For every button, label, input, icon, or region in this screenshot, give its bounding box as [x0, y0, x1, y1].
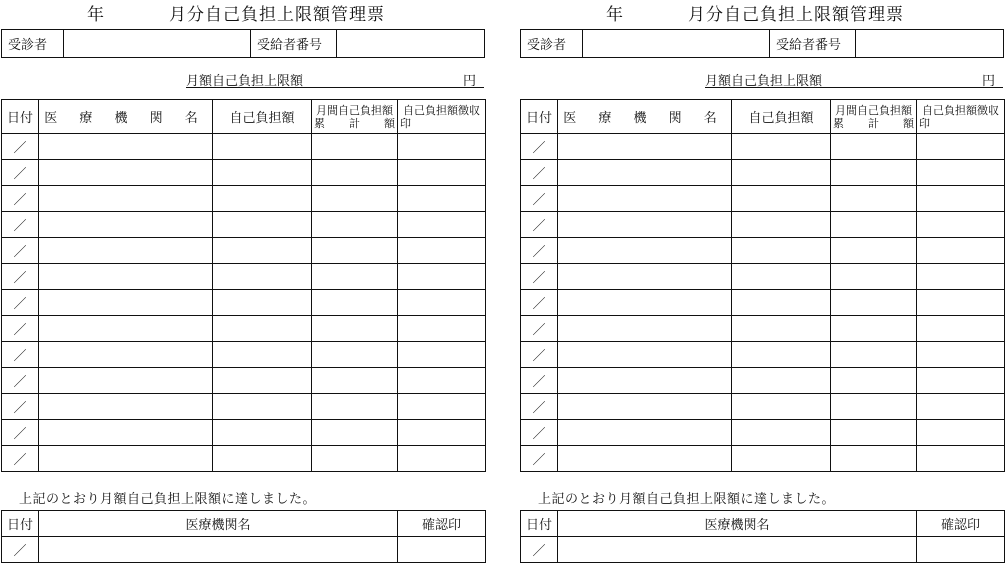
- table-row: [2, 446, 486, 472]
- date-cell[interactable]: ／: [2, 394, 39, 420]
- institution-cell[interactable]: [39, 394, 213, 420]
- institution-cell[interactable]: [39, 212, 213, 238]
- table-row: [2, 134, 486, 160]
- confirm-header-date: 日付: [521, 511, 558, 537]
- monthly-limit-label: 月額自己負担上限額: [705, 74, 823, 89]
- institution-cell[interactable]: [39, 134, 213, 160]
- seal-cell[interactable]: [398, 134, 486, 160]
- header-date: 日付: [2, 100, 39, 134]
- seal-cell[interactable]: [398, 368, 486, 394]
- cumulative-cell[interactable]: [831, 290, 917, 316]
- table-row: [521, 212, 1005, 238]
- institution-cell[interactable]: [558, 264, 732, 290]
- monthly-limit-label: 月額自己負担上限額: [186, 74, 304, 89]
- seal-cell[interactable]: [917, 212, 1005, 238]
- institution-cell[interactable]: [558, 368, 732, 394]
- table-row: [2, 160, 486, 186]
- copay-cell[interactable]: [732, 420, 831, 446]
- cumulative-cell[interactable]: [312, 212, 398, 238]
- date-cell[interactable]: ／: [2, 420, 39, 446]
- form-title: [520, 0, 1004, 24]
- seal-cell[interactable]: [917, 394, 1005, 420]
- seal-cell[interactable]: [398, 342, 486, 368]
- confirm-header-seal: 確認印: [917, 511, 1005, 537]
- table-row: [521, 394, 1005, 420]
- header-seal: 自己負担額徴収印: [917, 100, 1005, 134]
- header-institution: 医 療 機 関 名: [39, 100, 213, 134]
- cumulative-cell[interactable]: [312, 290, 398, 316]
- cumulative-cell[interactable]: [831, 420, 917, 446]
- date-cell[interactable]: ／: [2, 316, 39, 342]
- recipient-number-field[interactable]: [337, 30, 484, 57]
- date-cell[interactable]: ／: [2, 186, 39, 212]
- cumulative-cell[interactable]: [312, 264, 398, 290]
- date-cell[interactable]: ／: [2, 446, 39, 472]
- institution-cell[interactable]: [558, 212, 732, 238]
- date-cell[interactable]: ／: [521, 290, 558, 316]
- date-cell[interactable]: ／: [521, 238, 558, 264]
- seal-cell[interactable]: [398, 290, 486, 316]
- table-row: [2, 316, 486, 342]
- table-row: [521, 264, 1005, 290]
- cumulative-cell[interactable]: [312, 394, 398, 420]
- cumulative-cell[interactable]: [831, 446, 917, 472]
- monthly-limit-line[interactable]: [705, 70, 1003, 88]
- table-row: [521, 420, 1005, 446]
- copay-cell[interactable]: [732, 264, 831, 290]
- table-row: [521, 316, 1005, 342]
- copay-cell[interactable]: [732, 134, 831, 160]
- table-row: [2, 420, 486, 446]
- title-year: 年: [606, 5, 624, 25]
- cumulative-cell[interactable]: [831, 238, 917, 264]
- cumulative-cell[interactable]: [831, 186, 917, 212]
- date-cell[interactable]: ／: [521, 368, 558, 394]
- copay-cell[interactable]: [213, 134, 312, 160]
- copay-cell[interactable]: [732, 342, 831, 368]
- limit-reached-text: 上記のとおり月額自己負担上限額に達しました。: [538, 492, 836, 507]
- confirm-seal-cell[interactable]: [917, 537, 1005, 563]
- institution-cell[interactable]: [39, 420, 213, 446]
- copay-cell[interactable]: [213, 290, 312, 316]
- copay-cell[interactable]: [732, 290, 831, 316]
- copay-rows: [521, 134, 1005, 472]
- management-form-right: [520, 0, 1004, 563]
- date-cell[interactable]: ／: [2, 290, 39, 316]
- seal-cell[interactable]: [398, 212, 486, 238]
- copay-cell[interactable]: [213, 316, 312, 342]
- cumulative-cell[interactable]: [831, 212, 917, 238]
- header-seal: 自己負担額徴収印: [398, 100, 486, 134]
- date-cell[interactable]: ／: [2, 212, 39, 238]
- institution-cell[interactable]: [558, 394, 732, 420]
- copay-cell[interactable]: [732, 160, 831, 186]
- cumulative-cell[interactable]: [831, 394, 917, 420]
- copay-cell[interactable]: [213, 212, 312, 238]
- date-cell[interactable]: ／: [521, 264, 558, 290]
- recipient-info-row: [1, 29, 485, 58]
- table-row: [2, 342, 486, 368]
- table-row: [2, 212, 486, 238]
- cumulative-cell[interactable]: [312, 446, 398, 472]
- seal-cell[interactable]: [398, 160, 486, 186]
- copay-cell[interactable]: [213, 446, 312, 472]
- confirm-date-cell[interactable]: ／: [521, 537, 558, 563]
- title-main: 月分自己負担上限額管理票: [169, 5, 385, 25]
- seal-cell[interactable]: [917, 368, 1005, 394]
- seal-cell[interactable]: [917, 316, 1005, 342]
- cumulative-cell[interactable]: [312, 238, 398, 264]
- table-row: [2, 238, 486, 264]
- confirm-institution-cell[interactable]: [558, 537, 917, 563]
- date-cell[interactable]: ／: [521, 134, 558, 160]
- cumulative-cell[interactable]: [831, 160, 917, 186]
- institution-cell[interactable]: [39, 264, 213, 290]
- table-row: [521, 160, 1005, 186]
- seal-cell[interactable]: [917, 264, 1005, 290]
- cumulative-cell[interactable]: [831, 264, 917, 290]
- table-row: [521, 290, 1005, 316]
- confirm-header-date: 日付: [2, 511, 39, 537]
- cumulative-cell[interactable]: [312, 186, 398, 212]
- institution-cell[interactable]: [558, 238, 732, 264]
- confirm-header-seal: 確認印: [398, 511, 486, 537]
- table-row: [521, 446, 1005, 472]
- seal-cell[interactable]: [917, 446, 1005, 472]
- institution-cell[interactable]: [558, 160, 732, 186]
- institution-cell[interactable]: [39, 186, 213, 212]
- table-row: [2, 264, 486, 290]
- recipient-number-label: 受給者番号: [770, 30, 856, 57]
- copay-cell[interactable]: [213, 342, 312, 368]
- seal-cell[interactable]: [398, 446, 486, 472]
- cumulative-cell[interactable]: [831, 342, 917, 368]
- seal-cell[interactable]: [398, 420, 486, 446]
- copay-cell[interactable]: [213, 238, 312, 264]
- institution-cell[interactable]: [39, 368, 213, 394]
- institution-cell[interactable]: [558, 420, 732, 446]
- date-cell[interactable]: ／: [2, 238, 39, 264]
- cumulative-cell[interactable]: [312, 316, 398, 342]
- date-cell[interactable]: ／: [521, 446, 558, 472]
- copay-cell[interactable]: [732, 446, 831, 472]
- date-cell[interactable]: ／: [521, 394, 558, 420]
- seal-cell[interactable]: [398, 264, 486, 290]
- institution-cell[interactable]: [39, 238, 213, 264]
- copay-cell[interactable]: [732, 368, 831, 394]
- date-cell[interactable]: ／: [521, 212, 558, 238]
- seal-cell[interactable]: [398, 238, 486, 264]
- date-cell[interactable]: ／: [521, 316, 558, 342]
- date-cell[interactable]: ／: [521, 160, 558, 186]
- copay-cell[interactable]: [213, 186, 312, 212]
- cumulative-cell[interactable]: [312, 368, 398, 394]
- cumulative-cell[interactable]: [831, 134, 917, 160]
- cumulative-cell[interactable]: [312, 160, 398, 186]
- seal-cell[interactable]: [917, 134, 1005, 160]
- date-cell[interactable]: ／: [2, 342, 39, 368]
- table-row: [521, 186, 1005, 212]
- seal-cell[interactable]: [398, 394, 486, 420]
- copay-cell[interactable]: [732, 212, 831, 238]
- limit-reached-text: 上記のとおり月額自己負担上限額に達しました。: [19, 492, 317, 507]
- institution-cell[interactable]: [39, 446, 213, 472]
- recipient-number-field[interactable]: [856, 30, 1003, 57]
- cumulative-cell[interactable]: [831, 368, 917, 394]
- recipient-field[interactable]: [583, 30, 770, 57]
- seal-cell[interactable]: [917, 420, 1005, 446]
- date-cell[interactable]: ／: [2, 160, 39, 186]
- recipient-number-label: 受給者番号: [251, 30, 337, 57]
- copay-cell[interactable]: [732, 316, 831, 342]
- cumulative-cell[interactable]: [312, 342, 398, 368]
- institution-cell[interactable]: [558, 316, 732, 342]
- confirm-seal-cell[interactable]: [398, 537, 486, 563]
- seal-cell[interactable]: [398, 186, 486, 212]
- seal-cell[interactable]: [917, 342, 1005, 368]
- seal-cell[interactable]: [917, 160, 1005, 186]
- institution-cell[interactable]: [39, 316, 213, 342]
- recipient-field[interactable]: [64, 30, 251, 57]
- copay-cell[interactable]: [732, 186, 831, 212]
- copay-table: [1, 99, 486, 472]
- copay-cell[interactable]: [213, 160, 312, 186]
- copay-cell[interactable]: [213, 394, 312, 420]
- table-row: [2, 394, 486, 420]
- title-year: 年: [87, 5, 105, 25]
- institution-cell[interactable]: [558, 446, 732, 472]
- date-cell[interactable]: ／: [521, 186, 558, 212]
- recipient-label: 受診者: [521, 30, 583, 57]
- confirm-header-institution: 医療機関名: [558, 511, 917, 537]
- confirm-header-institution: 医療機関名: [39, 511, 398, 537]
- table-row: [521, 368, 1005, 394]
- header-date: 日付: [521, 100, 558, 134]
- recipient-info-row: [520, 29, 1004, 58]
- table-row: [521, 134, 1005, 160]
- date-cell[interactable]: ／: [521, 420, 558, 446]
- yen-unit: 円: [981, 74, 995, 89]
- table-row: [2, 290, 486, 316]
- recipient-label: 受診者: [2, 30, 64, 57]
- institution-cell[interactable]: [39, 290, 213, 316]
- table-row: [2, 368, 486, 394]
- institution-cell[interactable]: [39, 160, 213, 186]
- seal-cell[interactable]: [917, 186, 1005, 212]
- institution-cell[interactable]: [558, 134, 732, 160]
- form-title: [1, 0, 485, 24]
- seal-cell[interactable]: [917, 290, 1005, 316]
- cumulative-cell[interactable]: [831, 316, 917, 342]
- copay-cell[interactable]: [213, 368, 312, 394]
- confirm-date-cell[interactable]: ／: [2, 537, 39, 563]
- header-institution: 医 療 機 関 名: [558, 100, 732, 134]
- copay-cell[interactable]: [213, 420, 312, 446]
- confirm-table: [520, 510, 1005, 563]
- management-form-left: [1, 0, 485, 563]
- copay-table: [520, 99, 1005, 472]
- cumulative-cell[interactable]: [312, 134, 398, 160]
- table-row: [2, 186, 486, 212]
- monthly-limit-line[interactable]: [186, 70, 484, 88]
- date-cell[interactable]: ／: [521, 342, 558, 368]
- seal-cell[interactable]: [398, 316, 486, 342]
- title-main: 月分自己負担上限額管理票: [688, 5, 904, 25]
- cumulative-cell[interactable]: [312, 420, 398, 446]
- header-cumulative: 月間自己負担額累計額: [312, 100, 398, 134]
- confirm-institution-cell[interactable]: [39, 537, 398, 563]
- header-copay: 自己負担額: [213, 100, 312, 134]
- copay-rows: [2, 134, 486, 472]
- header-copay: 自己負担額: [732, 100, 831, 134]
- table-row: [521, 238, 1005, 264]
- date-cell[interactable]: ／: [2, 264, 39, 290]
- yen-unit: 円: [462, 74, 476, 89]
- copay-cell[interactable]: [732, 238, 831, 264]
- confirm-table: [1, 510, 486, 563]
- copay-cell[interactable]: [213, 264, 312, 290]
- seal-cell[interactable]: [917, 238, 1005, 264]
- institution-cell[interactable]: [558, 290, 732, 316]
- date-cell[interactable]: ／: [2, 134, 39, 160]
- institution-cell[interactable]: [39, 342, 213, 368]
- date-cell[interactable]: ／: [2, 368, 39, 394]
- institution-cell[interactable]: [558, 186, 732, 212]
- copay-cell[interactable]: [732, 394, 831, 420]
- institution-cell[interactable]: [558, 342, 732, 368]
- header-cumulative: 月間自己負担額累計額: [831, 100, 917, 134]
- table-row: [521, 342, 1005, 368]
